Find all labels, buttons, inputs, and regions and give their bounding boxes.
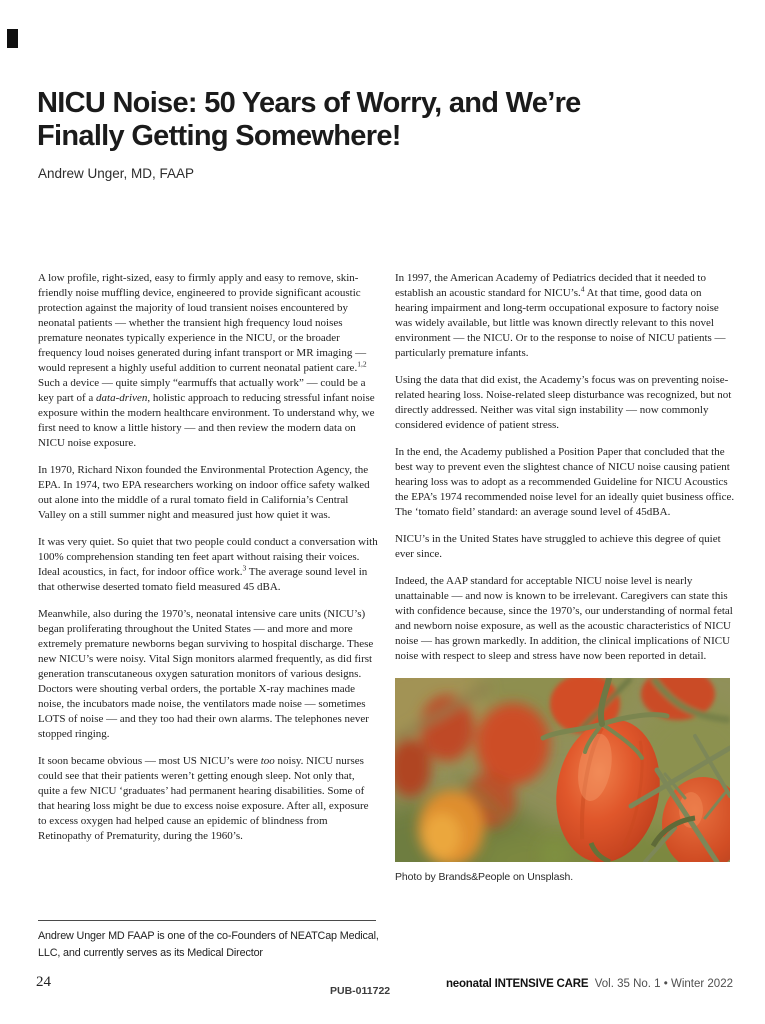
article-body xyxy=(38,271,735,885)
print-registration-mark xyxy=(7,29,18,48)
right-column xyxy=(395,271,735,885)
paragraph-aap-1997: In 1997, the American Academy of Pediatrics decided that it needed to establish an acoustic standard for NICU’s.$^4$ At that time, good data on hearing impairment and long-term occupational exposure to factory noise was widely available, but little was known directly relevant to this novel environment — the NICU. Or to the response to noise of NICU patients — particularly premature infants. xyxy=(395,272,726,359)
author-bio-line1: Andrew Unger MD FAAP is one of the co-Founders of NEATCap Medical, xyxy=(38,930,379,942)
journal-footer xyxy=(446,978,733,990)
article-title xyxy=(37,87,697,153)
author-bio-line2: LLC, and currently serves as its Medical Director xyxy=(38,947,263,959)
paragraph-academy-focus: Using the data that did exist, the Academy’s focus was on preventing noise-related hearing loss. Noise-related sleep disturbance was recognized, but not directly addressed. Neither was vital sign instability — now commonly considered evidence of patient stress. xyxy=(395,374,732,431)
left-column xyxy=(38,271,378,885)
photo-credit: Photo by Brands&People on Unsplash. xyxy=(395,871,574,883)
paragraph-tomato-field: It was very quiet. So quiet that two people could conduct a conversation with 100% comprehension standing ten feet apart without raising their voices. Ideal acoustics, in fact, for indoor office work.$^3$ The average sound level in that otherwise deserted tomato field measured 45 dBA. xyxy=(38,536,378,593)
paragraph-intro: A low profile, right-sized, easy to firmly apply and easy to remove, skin-friendly noise muffling device, engineered to provide significant acoustic protection against the majority of loud transient noises encountered by neonatal patients — whether the transient high frequency loud noises premature neonates typically experience in the NICU, or the broader frequency loud noises generated during infant transport or MR imaging — would represent a highly useful addition to current neonatal patient care.$^{1,2}$ Such a device — quite simply “earmuffs that actually work” — could be a key part of a data-driven, holistic approach to reducing stressful infant noise exposure within the modern healthcare environment. To understand why, we first need to know a little history — and then review the modern data on NICU noise exposure. xyxy=(38,272,375,449)
paragraph-standard-irrelevant: Indeed, the AAP standard for acceptable NICU noise level is nearly unattainable — and now is known to be irrelevant. Caregivers can state this with confidence because, since the 1970’s, our understanding of normal fetal and newborn noise exposure, as well as the acoustic characteristics of NICU noise — has grown markedly. In addition, the clinical implications of NICU noise with respect to sleep and stress have now been reported in detail. xyxy=(395,575,733,662)
paragraph-struggled: NICU’s in the United States have struggled to achieve this degree of quiet ever since. xyxy=(395,533,721,560)
paragraph-position-paper: In the end, the Academy published a Position Paper that concluded that the best way to prevent even the slightest chance of NICU noise causing patient hearing loss was to adopt as a recommended Guideline for NICU Acoustics the EPA’s 1974 recommended noise level for an ideally quiet business office. The ‘tomato field’ standard: an average sound level of 45dBA. xyxy=(395,446,735,518)
article-title-line1: NICU Noise: 50 Years of Worry, and We’re xyxy=(37,87,581,119)
article-author: Andrew Unger, MD, FAAP xyxy=(38,166,195,181)
author-bio xyxy=(38,920,379,962)
paragraph-too-noisy: It soon became obvious — most US NICU’s were too noisy. NICU nurses could see that their patients weren’t getting enough sleep. Not only that, quite a few NICU ‘graduates’ had permanent hearing disabilities. Some of that hearing loss might be due to excess noise exposure. After all, exposure to excess oxygen had helped cause an epidemic of blindness from Retinopathy of Prematurity, during the 1960’s. xyxy=(38,755,369,842)
page-number: 24 xyxy=(36,974,51,990)
paragraph-epa-history: In 1970, Richard Nixon founded the Environmental Protection Agency, the EPA. In 1974, two EPA researchers working on indoor office safety walked out alone into the middle of a rural tomato field in California’s Central Valley on a still summer night and measured just how quiet it was. xyxy=(38,464,370,521)
paragraph-nicu-noise: Meanwhile, also during the 1970’s, neonatal intensive care units (NICU’s) began proliferating throughout the United States — and more and more extremely premature newborns began surviving to hospital discharge. These new NICU’s were noisy. Vital Sign monitors alarmed frequently, as did first generation transcutaneous oxygen saturation monitors of various designs. Doctors were shouting verbal orders, the portable X-ray machines made noise, the incubators made noise, the ventilators made noise — sometimes LOTS of noise — and they too had their own alarms. The telephones never stopped ringing. xyxy=(38,608,374,740)
tomato-vine-photo xyxy=(395,678,730,862)
issue-info: Vol. 35 No. 1 • Winter 2022 xyxy=(594,978,733,990)
journal-name: neonatal INTENSIVE CARE xyxy=(445,978,589,990)
publication-code: PUB-011722 xyxy=(330,985,391,997)
article-title-line2: Finally Getting Somewhere! xyxy=(37,120,401,152)
